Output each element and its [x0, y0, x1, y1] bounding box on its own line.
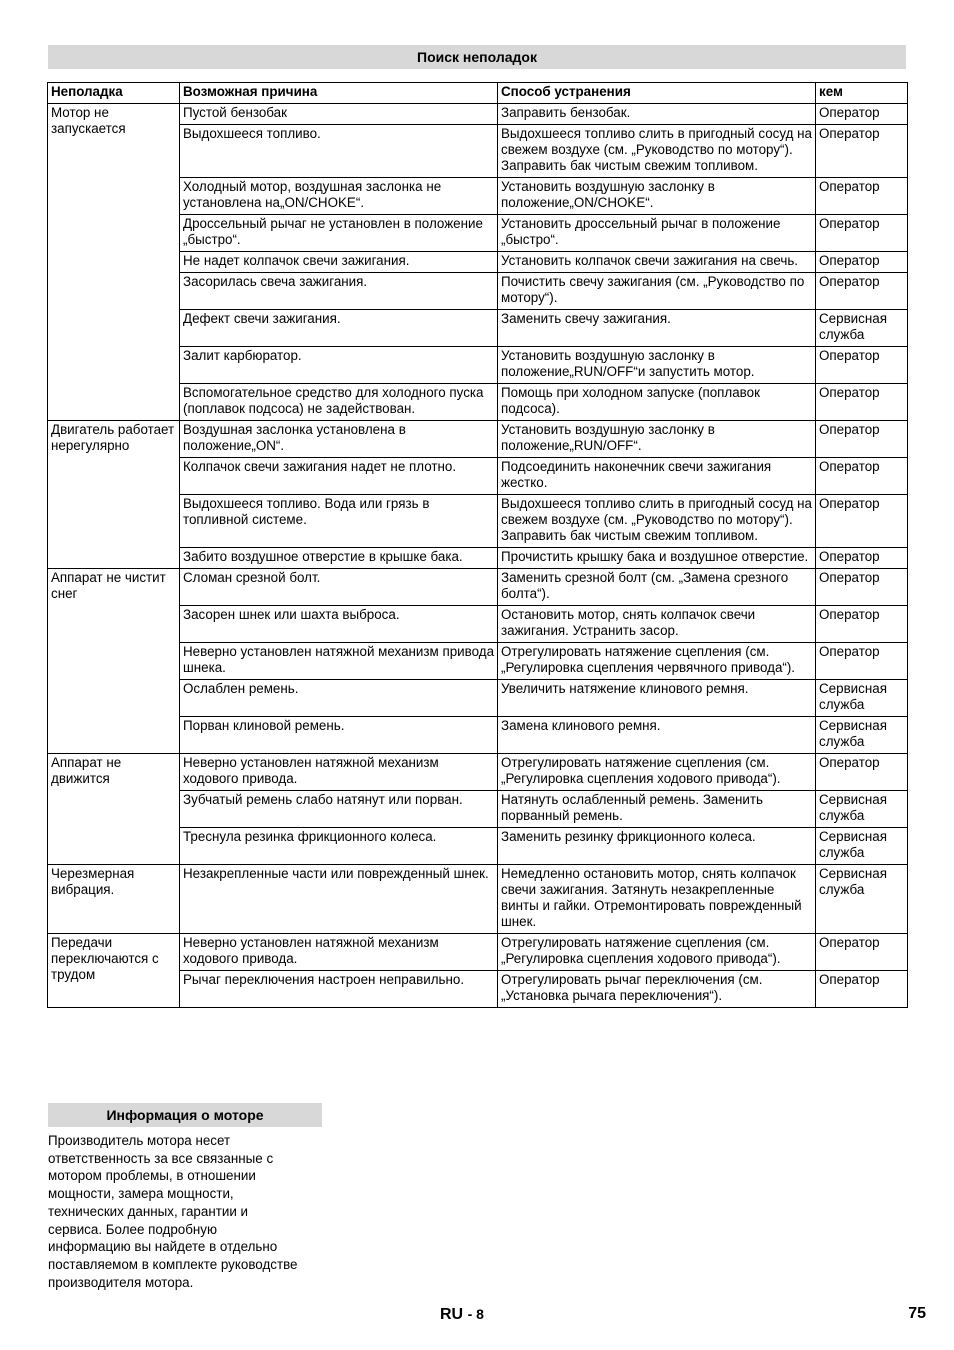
problem-cell: Аппарат не чистит снег	[48, 569, 180, 754]
remedy-cell: Отрегулировать натяжение сцепления (см. „Регулировка сцепления ходового привода“).	[498, 754, 816, 791]
remedy-cell: Заменить свечу зажигания.	[498, 310, 816, 347]
responsible-cell: Оператор	[816, 347, 908, 384]
engine-info-title: Информация о моторе	[48, 1103, 322, 1127]
remedy-cell: Выдохшееся топливо слить в пригодный сосуд на свежем воздухе (см. „Руководство по мотору“). Заправить бак чистым свежим топливом.	[498, 125, 816, 178]
remedy-cell: Установить воздушную заслонку в положение„ON/CHOKE“.	[498, 178, 816, 215]
cause-cell: Залит карбюратор.	[180, 347, 498, 384]
table-body	[48, 104, 908, 1008]
remedy-cell: Отрегулировать натяжение сцепления (см. „Регулировка сцепления червячного привода“).	[498, 643, 816, 680]
cause-cell: Выдохшееся топливо. Вода или грязь в топливной системе.	[180, 495, 498, 548]
remedy-cell: Заправить бензобак.	[498, 104, 816, 125]
responsible-cell: Оператор	[816, 548, 908, 569]
cause-cell: Вспомогательное средство для холодного пуска (поплавок подсоса) не задействован.	[180, 384, 498, 421]
cause-cell: Холодный мотор, воздушная заслонка не установлена на„ON/CHOKE“.	[180, 178, 498, 215]
remedy-cell: Натянуть ослабленный ремень. Заменить порванный ремень.	[498, 791, 816, 828]
table-row	[48, 865, 908, 934]
cause-cell: Колпачок свечи зажигания надет не плотно.	[180, 458, 498, 495]
header-cause: Возможная причина	[180, 83, 498, 104]
responsible-cell: Оператор	[816, 421, 908, 458]
responsible-cell: Оператор	[816, 569, 908, 606]
header-remedy: Способ устранения	[498, 83, 816, 104]
cause-cell: Зубчатый ремень слабо натянут или порван.	[180, 791, 498, 828]
cause-cell: Выдохшееся топливо.	[180, 125, 498, 178]
responsible-cell: Оператор	[816, 178, 908, 215]
responsible-cell: Сервисная служба	[816, 680, 908, 717]
remedy-cell: Установить колпачок свечи зажигания на свечь.	[498, 252, 816, 273]
remedy-cell: Выдохшееся топливо слить в пригодный сосуд на свежем воздухе (см. „Руководство по мотору“). Заправить бак чистым свежим топливом.	[498, 495, 816, 548]
header-by: кем	[816, 83, 908, 104]
remedy-cell: Заменить срезной болт (см. „Замена срезного болта“).	[498, 569, 816, 606]
problem-cell: Черезмерная вибрация.	[48, 865, 180, 934]
cause-cell: Засорилась свеча зажигания.	[180, 273, 498, 310]
responsible-cell: Оператор	[816, 754, 908, 791]
responsible-cell: Оператор	[816, 252, 908, 273]
cause-cell: Пустой бензобак	[180, 104, 498, 125]
footer-sub-page: - 8	[467, 1306, 484, 1322]
responsible-cell: Оператор	[816, 384, 908, 421]
responsible-cell: Оператор	[816, 125, 908, 178]
cause-cell: Неверно установлен натяжной механизм ходового привода.	[180, 934, 498, 971]
cause-cell: Порван клиновой ремень.	[180, 717, 498, 754]
table-row	[48, 104, 908, 125]
problem-cell: Передачи переключаются с трудом	[48, 934, 180, 1008]
responsible-cell: Оператор	[816, 606, 908, 643]
responsible-cell: Оператор	[816, 643, 908, 680]
remedy-cell: Почистить свечу зажигания (см. „Руководство по мотору“).	[498, 273, 816, 310]
table-row	[48, 569, 908, 606]
remedy-cell: Увеличить натяжение клинового ремня.	[498, 680, 816, 717]
table-row	[48, 754, 908, 791]
remedy-cell: Помощь при холодном запуске (поплавок подсоса).	[498, 384, 816, 421]
cause-cell: Ослаблен ремень.	[180, 680, 498, 717]
troubleshooting-table	[47, 82, 908, 1008]
responsible-cell: Оператор	[816, 934, 908, 971]
remedy-cell: Установить дроссельный рычаг в положение „быстро“.	[498, 215, 816, 252]
table-row	[48, 934, 908, 971]
problem-cell: Двигатель работает нерегулярно	[48, 421, 180, 569]
responsible-cell: Оператор	[816, 215, 908, 252]
problem-cell: Аппарат не движится	[48, 754, 180, 865]
cause-cell: Воздушная заслонка установлена в положение„ON“.	[180, 421, 498, 458]
responsible-cell: Оператор	[816, 273, 908, 310]
remedy-cell: Остановить мотор, снять колпачок свечи зажигания. Устранить засор.	[498, 606, 816, 643]
responsible-cell: Оператор	[816, 104, 908, 125]
cause-cell: Дефект свечи зажигания.	[180, 310, 498, 347]
cause-cell: Рычаг переключения настроен неправильно.	[180, 971, 498, 1008]
remedy-cell: Установить воздушную заслонку в положение„RUN/OFF“и запустить мотор.	[498, 347, 816, 384]
cause-cell: Треснула резинка фрикционного колеса.	[180, 828, 498, 865]
responsible-cell: Сервисная служба	[816, 865, 908, 934]
cause-cell: Забито воздушное отверстие в крышке бака.	[180, 548, 498, 569]
responsible-cell: Сервисная служба	[816, 717, 908, 754]
footer-lang-code: RU	[440, 1306, 464, 1323]
remedy-cell: Заменить резинку фрикционного колеса.	[498, 828, 816, 865]
cause-cell: Сломан срезной болт.	[180, 569, 498, 606]
table-row	[48, 421, 908, 458]
remedy-cell: Прочистить крышку бака и воздушное отверстие.	[498, 548, 816, 569]
remedy-cell: Отрегулировать рычаг переключения (см. „Установка рычага переключения“).	[498, 971, 816, 1008]
responsible-cell: Оператор	[816, 971, 908, 1008]
remedy-cell: Подсоединить наконечник свечи зажигания жестко.	[498, 458, 816, 495]
responsible-cell: Сервисная служба	[816, 791, 908, 828]
footer-page-number: 75	[908, 1305, 926, 1322]
section-title: Поиск неполадок	[48, 45, 906, 69]
cause-cell: Не надет колпачок свечи зажигания.	[180, 252, 498, 273]
remedy-cell: Отрегулировать натяжение сцепления (см. „Регулировка сцепления ходового привода“).	[498, 934, 816, 971]
remedy-cell: Немедленно остановить мотор, снять колпачок свечи зажигания. Затянуть незакрепленные винты и гайки. Отремонтировать поврежденный шнек.	[498, 865, 816, 934]
cause-cell: Неверно установлен натяжной механизм привода шнека.	[180, 643, 498, 680]
problem-cell: Мотор не запускается	[48, 104, 180, 421]
responsible-cell: Сервисная служба	[816, 310, 908, 347]
responsible-cell: Сервисная служба	[816, 828, 908, 865]
responsible-cell: Оператор	[816, 495, 908, 548]
responsible-cell: Оператор	[816, 458, 908, 495]
remedy-cell: Установить воздушную заслонку в положение„RUN/OFF“.	[498, 421, 816, 458]
cause-cell: Незакрепленные части или поврежденный шнек.	[180, 865, 498, 934]
header-problem: Неполадка	[48, 83, 180, 104]
cause-cell: Неверно установлен натяжной механизм ходового привода.	[180, 754, 498, 791]
cause-cell: Засорен шнек или шахта выброса.	[180, 606, 498, 643]
remedy-cell: Замена клинового ремня.	[498, 717, 816, 754]
cause-cell: Дроссельный рычаг не установлен в положение „быстро“.	[180, 215, 498, 252]
table-header-row	[48, 83, 908, 104]
footer-language	[440, 1306, 484, 1323]
engine-info-text: Производитель мотора несет ответственность за все связанные с мотором проблемы, в отношении мощности, замера мощности, технических данных, гарантии и сервиса. Более подробную информацию вы найдете в отдельно поставляемом в комплекте руководстве производителя мотора.	[48, 1133, 298, 1290]
